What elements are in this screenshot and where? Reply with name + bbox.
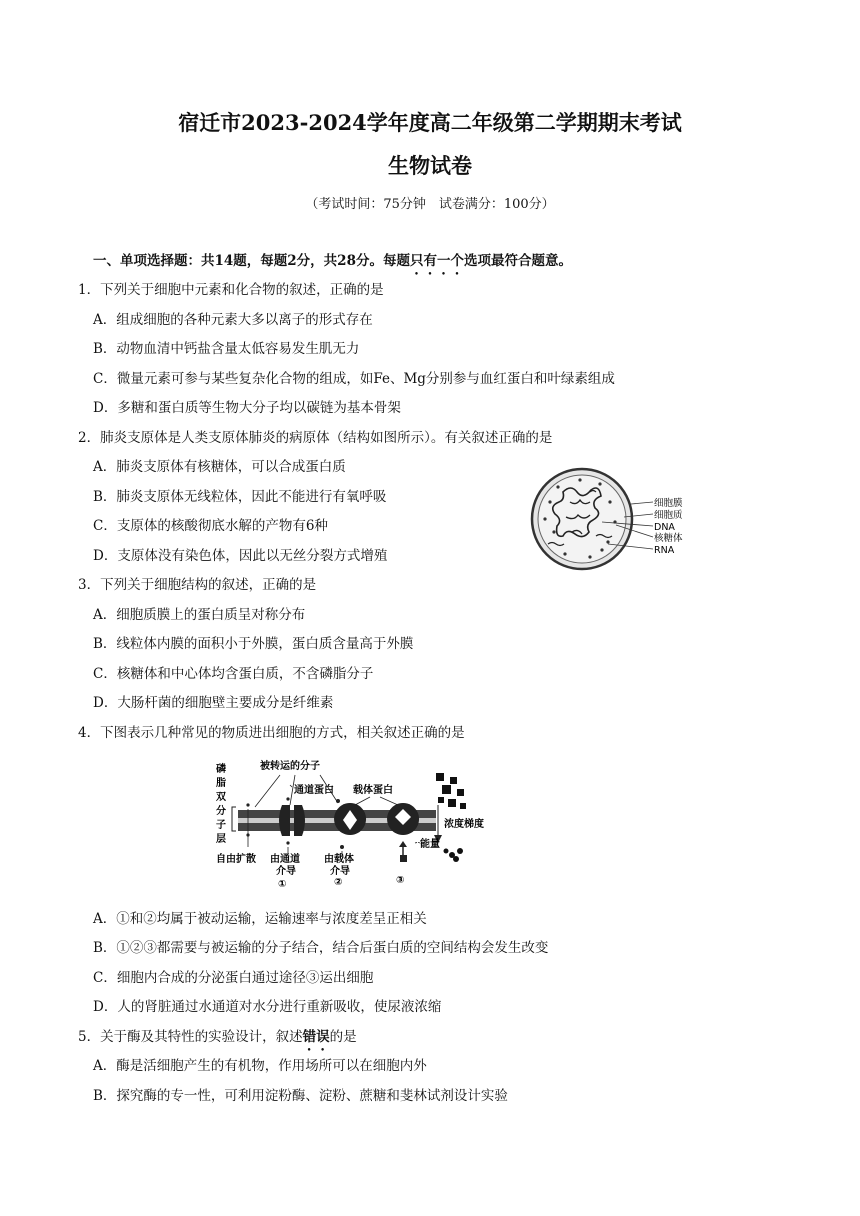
- q5-stem: 5．关于酶及其特性的实验设计，叙述错误的是: [78, 1029, 357, 1045]
- svg-text:双: 双: [216, 792, 226, 803]
- q4-option-d: D．人的肾脏通过水通道对水分进行重新吸收，使尿液浓缩: [93, 999, 442, 1015]
- fig2-label-ribosome: 核糖体: [654, 533, 683, 544]
- fig2-label-cytoplasm: 细胞质: [654, 510, 683, 521]
- svg-text:由通道: 由通道: [270, 854, 300, 865]
- q3-option-d: D．大肠杆菌的细胞壁主要成分是纤维素: [93, 695, 334, 711]
- q3-option-c: C．核糖体和中心体均含蛋白质，不含磷脂分子: [93, 666, 374, 682]
- mycoplasma-figure: [530, 462, 710, 580]
- q1-option-a: A．组成细胞的各种元素大多以离子的形式存在: [93, 312, 373, 328]
- svg-text:脂: 脂: [216, 778, 226, 789]
- q1-option-d: D．多糖和蛋白质等生物大分子均以碳链为基本骨架: [93, 400, 401, 416]
- svg-text:分: 分: [216, 806, 226, 817]
- exam-title: 宿迁市2023-2024学年度高二年级第二学期期末考试: [178, 110, 682, 135]
- q1-stem: 1．下列关于细胞中元素和化合物的叙述，正确的是: [78, 282, 384, 298]
- exam-subtitle: 生物试卷: [388, 153, 472, 178]
- svg-text:①: ①: [278, 879, 287, 890]
- q5-option-b: B．探究酶的专一性，可利用淀粉酶、淀粉、蔗糖和斐林试剂设计实验: [93, 1088, 508, 1104]
- svg-text:层: 层: [216, 834, 226, 845]
- fig2-label-dna: DNA: [654, 522, 675, 533]
- q2-option-c: C．支原体的核酸彻底水解的产物有6种: [93, 518, 328, 534]
- svg-text:由载体: 由载体: [324, 854, 354, 865]
- svg-text:磷: 磷: [216, 764, 226, 775]
- svg-text:③: ③: [396, 875, 405, 886]
- exam-info: （考试时间：75分钟 试卷满分：100分）: [305, 197, 555, 212]
- q3-option-b: B．线粒体内膜的面积小于外膜，蛋白质含量高于外膜: [93, 636, 414, 652]
- section-heading: 一、单项选择题：共14题，每题2分，共28分。每题只有一个选项最符合题意。: [93, 253, 572, 269]
- svg-text:子: 子: [216, 820, 226, 831]
- svg-text:自由扩散: 自由扩散: [216, 854, 256, 865]
- q3-option-a: A．细胞质膜上的蛋白质呈对称分布: [93, 607, 306, 623]
- q3-stem: 3．下列关于细胞结构的叙述，正确的是: [78, 577, 317, 593]
- q2-stem: 2．肺炎支原体是人类支原体肺炎的病原体（结构如图所示）。有关叙述正确的是: [78, 430, 553, 446]
- q1-option-c: C．微量元素可参与某些复杂化合物的组成，如Fe、Mg分别参与血红蛋白和叶绿素组成: [93, 371, 615, 387]
- q4-option-b: B．①②③都需要与被运输的分子结合，结合后蛋白质的空间结构会发生改变: [93, 940, 549, 956]
- svg-text:载体蛋白: 载体蛋白: [353, 785, 393, 796]
- q2-option-a: A．肺炎支原体有核糖体，可以合成蛋白质: [93, 459, 346, 475]
- q4-option-a: A．①和②均属于被动运输，运输速率与浓度差呈正相关: [93, 911, 427, 927]
- svg-text:浓度梯度: 浓度梯度: [444, 819, 484, 830]
- q1-option-b: B．动物血清中钙盐含量太低容易发生肌无力: [93, 341, 360, 357]
- membrane-transport-figure: [210, 755, 510, 890]
- fig2-label-membrane: 细胞膜: [654, 498, 683, 509]
- svg-text:被转运的分子: 被转运的分子: [260, 761, 320, 772]
- svg-text:介导: 介导: [276, 866, 296, 877]
- fig2-label-rna: RNA: [654, 545, 675, 556]
- svg-text:介导: 介导: [330, 866, 350, 877]
- q2-option-b: B．肺炎支原体无线粒体，因此不能进行有氧呼吸: [93, 489, 387, 505]
- svg-text:能量: 能量: [420, 839, 440, 850]
- svg-text:通道蛋白: 通道蛋白: [294, 785, 334, 796]
- q5-option-a: A．酶是活细胞产生的有机物，作用场所可以在细胞内外: [93, 1058, 427, 1074]
- q4-stem: 4．下图表示几种常见的物质进出细胞的方式，相关叙述正确的是: [78, 725, 465, 741]
- q2-option-d: D．支原体没有染色体，因此以无丝分裂方式增殖: [93, 548, 388, 564]
- q4-option-c: C．细胞内合成的分泌蛋白通过途径③运出细胞: [93, 970, 374, 986]
- svg-text:②: ②: [334, 877, 343, 888]
